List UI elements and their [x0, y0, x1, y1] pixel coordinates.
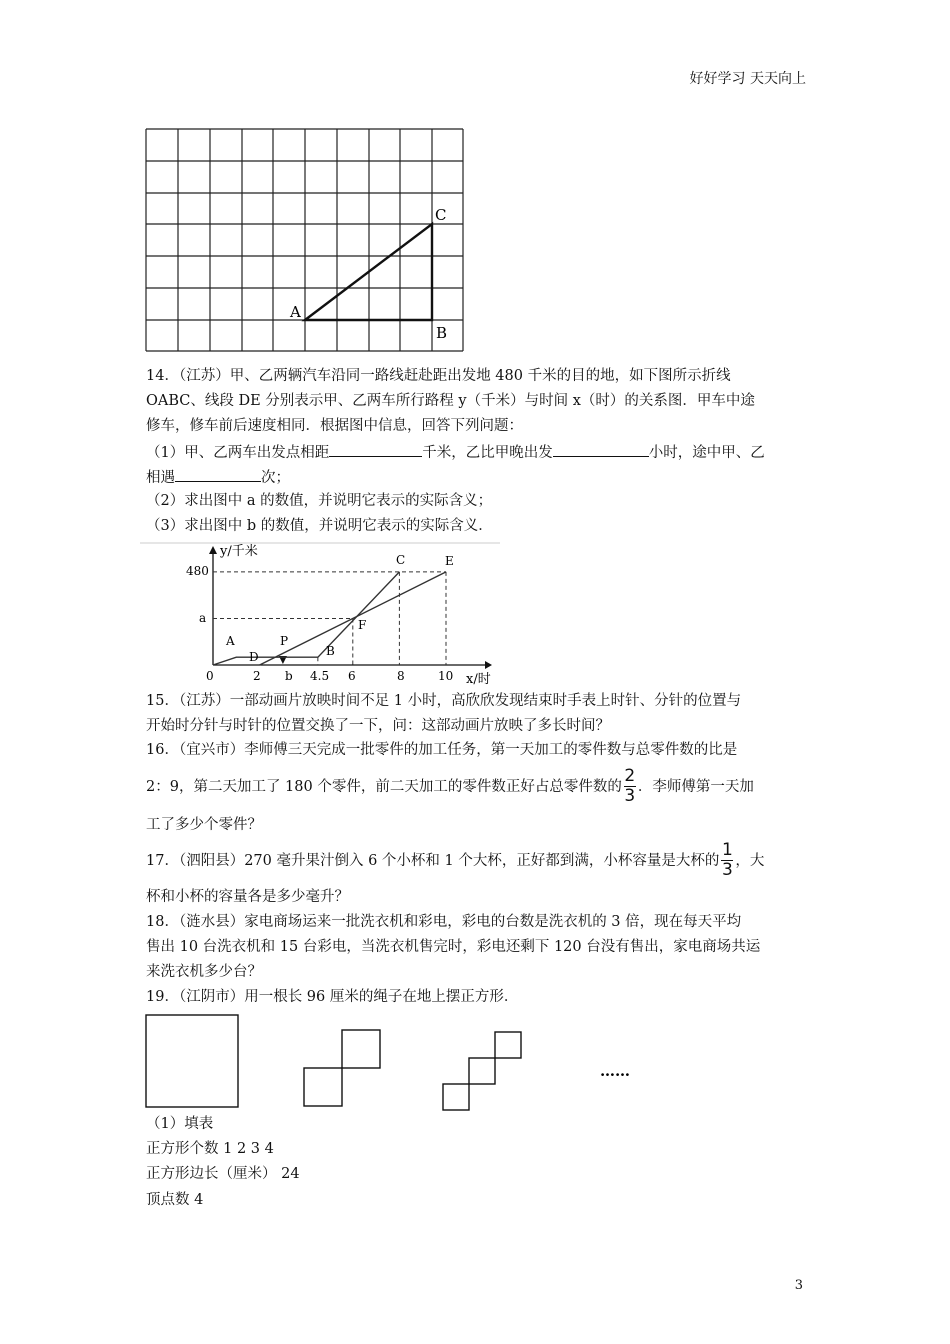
grid-lines	[146, 129, 463, 351]
page-number: 3	[794, 1278, 803, 1293]
q18-line2: 售出 10 台洗衣机和 15 台彩电，当洗衣机售完时，彩电还剩下 120 台没有售出，家电商场共运	[146, 939, 761, 955]
q19-line1: 19．（江阴市）用一根长 96 厘米的绳子在地上摆正方形．	[146, 989, 519, 1005]
q16-line1: 16．（宜兴市）李师傅三天完成一批零件的加工任务，第一天加工的零件数与总零件数的比是	[146, 742, 738, 758]
q19-row-count: 正方形个数 1 2 3 4	[146, 1141, 274, 1157]
q18-line1: 18．（涟水县）家电商场运来一批洗衣机和彩电，彩电的台数是洗衣机的 3 倍，现在每天平均	[146, 914, 742, 930]
x-tick-b: b	[285, 669, 293, 683]
q15-line1: 15．（江苏）一部动画片放映时间不足 1 小时，高欣欣发现结束时手表上时针、分针的位置与	[146, 693, 742, 709]
x-axis-arrow	[485, 661, 492, 669]
x-tick-0: 0	[206, 669, 214, 683]
square-3a	[443, 1084, 469, 1110]
frac-denominator: 3	[721, 860, 733, 880]
q14-part1-d: 相遇	[146, 470, 175, 486]
fraction-one-third	[721, 842, 733, 879]
q16-line3: 工了多少个零件？	[146, 817, 262, 833]
q17-line2: 杯和小杯的容量各是多少毫升？	[146, 889, 349, 905]
x-tick-6: 6	[348, 669, 356, 683]
frac-numerator: 1	[721, 840, 733, 860]
q14-line2: OABC、线段 DE 分别表示甲、乙两车所行路程 y（千米）与时间 x（时）的关系图．甲车中途	[146, 393, 755, 409]
series-line-2	[260, 572, 446, 665]
x-tick-2: 2	[253, 669, 261, 683]
q14-part1-b: 千米，乙比甲晚出发	[422, 445, 553, 461]
point-label-c: C	[396, 553, 406, 567]
q14-part1-a: （1）甲、乙两车出发点相距	[146, 445, 330, 461]
q14-line1: 14．（江苏）甲、乙两辆汽车沿同一路线赶赴距出发地 480 千米的目的地，如下图所示折线	[146, 368, 731, 384]
q19-fill-table: （1）填表	[146, 1116, 214, 1132]
blank-meet-times[interactable]	[175, 467, 261, 482]
point-label-p: P	[280, 634, 289, 648]
q14-part1-c: 小时，途中甲、乙	[648, 445, 765, 461]
frac-denominator: 3	[624, 786, 636, 806]
q18-line3: 来洗衣机多少台？	[146, 964, 262, 980]
q17-line1-b: ，大	[735, 852, 765, 869]
y-tick-a: a	[199, 611, 207, 625]
q19-row-vertices: 顶点数 4	[146, 1192, 204, 1208]
y-axis-arrow	[209, 546, 217, 554]
x-tick-8: 8	[397, 669, 405, 683]
point-label-a: A	[226, 634, 235, 648]
blank-late-hours[interactable]	[553, 442, 649, 457]
square-1	[146, 1015, 238, 1107]
square-2b	[342, 1030, 380, 1068]
x-axis-label: x/时	[466, 672, 491, 686]
label-a: A	[290, 303, 301, 321]
point-label-e: E	[445, 554, 454, 568]
point-label-f: F	[358, 618, 367, 632]
x-tick-4-5: 4.5	[310, 669, 330, 683]
q14-part2: （2）求出图中 a 的数值，并说明它表示的实际含义；	[146, 493, 493, 509]
point-label-d: D	[249, 650, 259, 664]
label-c: C	[435, 206, 447, 224]
square-2a	[304, 1068, 342, 1106]
label-b: B	[436, 324, 448, 342]
squares-figure	[140, 1010, 660, 1115]
q14-line3: 修车，修车前后速度相同．根据图中信息，回答下列问题：	[146, 418, 523, 434]
distance-time-chart	[140, 540, 500, 686]
y-tick-480: 480	[186, 564, 209, 578]
y-axis-label: y/千米	[220, 544, 258, 559]
q19-row-side: 正方形边长（厘米） 24	[146, 1166, 300, 1182]
q17-line1-a: 17．（泗阳县）270 毫升果汁倒入 6 个小杯和 1 个大杯，正好都到满，小杯容量是大杯的	[146, 852, 720, 869]
fraction-two-thirds	[624, 768, 636, 805]
q16-line2-a: 2：9，第二天加工了 180 个零件，前二天加工的零件数正好占总零件数的	[146, 778, 622, 795]
q16-line2-b: ．李师傅第一天加	[637, 778, 754, 795]
q17-line1	[146, 842, 764, 879]
q14-part1-e: 次；	[261, 470, 290, 486]
q15-line2: 开始时分针与时针的位置交换了一下，问：这部动画片放映了多长时间？	[146, 718, 610, 734]
q14-part3: （3）求出图中 b 的数值，并说明它表示的实际含义．	[146, 518, 493, 534]
page-header: 好好学习 天天向上	[689, 71, 806, 87]
x-tick-10: 10	[438, 669, 454, 683]
square-3c	[495, 1032, 521, 1058]
q14-part1-cont	[146, 467, 290, 487]
blank-distance[interactable]	[329, 442, 422, 457]
ellipsis: ……	[600, 1062, 630, 1080]
grid-triangle-figure	[140, 124, 485, 354]
frac-numerator: 2	[624, 766, 636, 786]
q16-line2	[146, 768, 754, 805]
q14-part1	[146, 442, 765, 462]
square-3b	[469, 1058, 495, 1084]
point-label-b: B	[326, 644, 335, 658]
